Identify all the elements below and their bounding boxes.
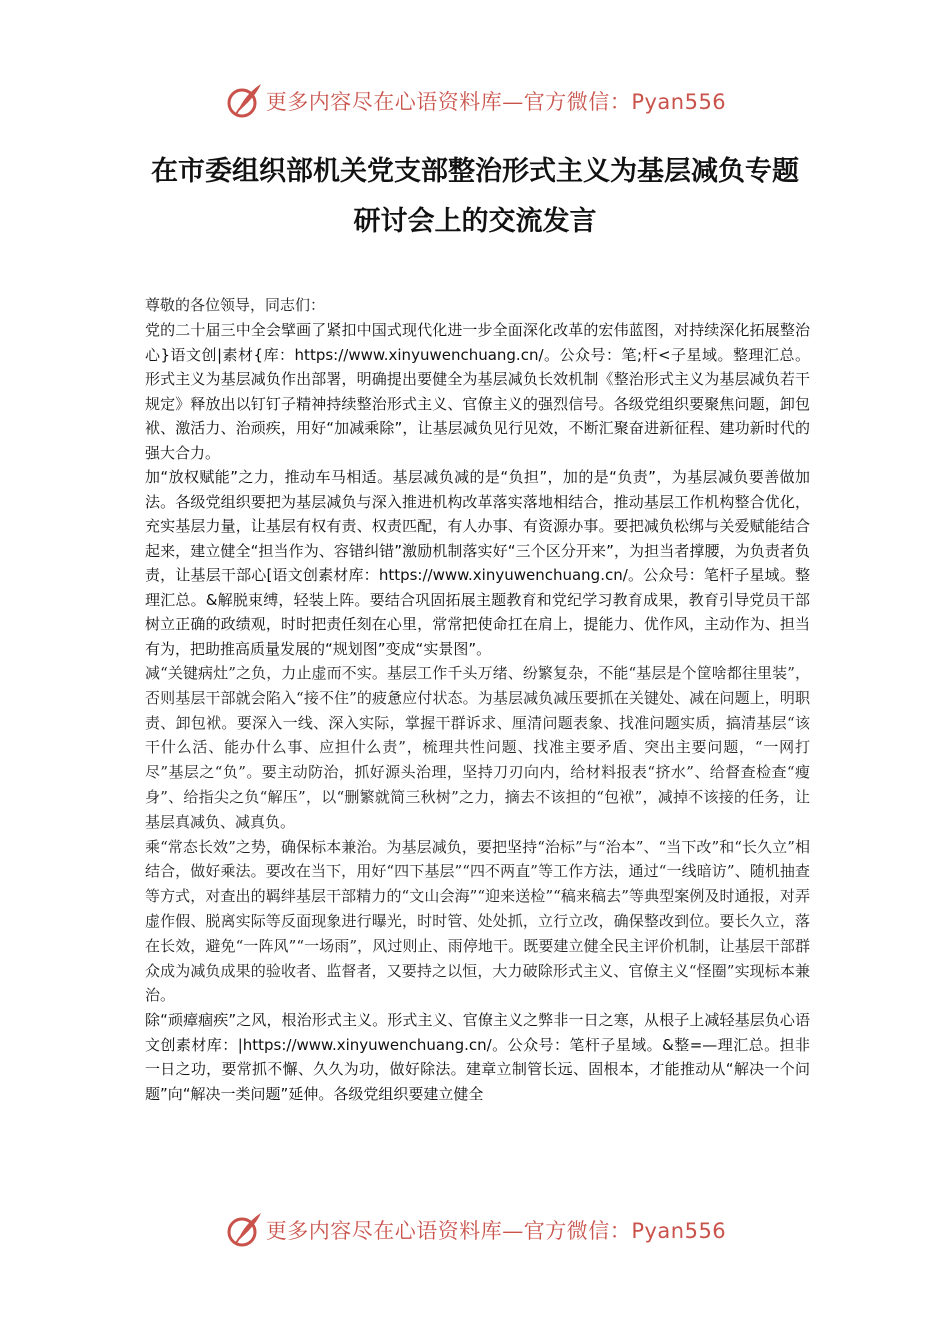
paragraph-multiplication: 乘“常态长效”之势，确保标本兼治。为基层减负，要把坚持“治标”与“治本”、“当下改”和“长久立”相结合，做好乘法。要改在当下，用好“四下基层”“四不两直”等工作方法，通过“一线暗访”、随机抽查等方式，对查出的羁绊基层干部精力的“文山会海”“迎来送检”“稿来稿去”等典型案例及时通报，对弄虚作假、脱离实际等反面现象进行曝光，时时管、处处抓，立行立改，确保整改到位。要长久立，落在长效，避免“一阵风”“一场雨”，风过则止、雨停地干。既要建立健全民主评价机制，让基层干部群众成为减负成果的验收者、监督者，又要持之以恒，大力破除形式主义、官僚主义“怪圈”实现标本兼治。 — [145, 837, 810, 1005]
quill-pen-circle-icon — [224, 1210, 264, 1250]
paragraph-division: 除“顽瘴痼疾”之风，根治形式主义。形式主义、官僚主义之弊非一日之寒，从根子上减轻基层负心语文创素材库：|https://www.xinyuwenchuang.cn/。公众号：笔杆子星域。&整=—理汇总。担非一日之功，要常抓不懈、久久为功，做好除法。建章立制管长远、固根本，才能推动从“解决一个问题”向“解决一类问题”延伸。各级党组织要建立健全 — [145, 1011, 810, 1103]
paragraph-subtraction: 减“关键病灶”之负，力止虚而不实。基层工作千头万绪、纷繁复杂，不能“基层是个筐啥都往里装”，否则基层干部就会陷入“接不住”的疲惫应付状态。为基层减负减压要抓在关键处、减在问题上，明职责、卸包袱。要深入一线、深入实际，掌握干群诉求、厘清问题表象、找准问题实质，搞清基层“该干什么活、能办什么事、应担什么责”，梳理共性问题、找准主要矛盾、突出主要问题，“一网打尽”基层之“负”。要主动防治，抓好源头治理，坚持刀刃向内，给材料报表“挤水”、给督查检查“瘦身”、给指尖之负“解压”，以“删繁就简三秋树”之力，摘去不该担的“包袱”，减掉不该接的任务，让基层真减负、减真负。 — [145, 664, 810, 831]
header-banner-label: 更多内容尽在心语资料库—官方微信： — [265, 90, 632, 114]
document-body — [145, 294, 810, 1106]
salutation: 尊敬的各位领导，同志们： — [145, 296, 326, 314]
header-wechat-id: Pyan556 — [631, 90, 727, 114]
header-banner — [0, 78, 950, 124]
footer-banner — [0, 1207, 950, 1253]
header-banner-text — [266, 86, 726, 116]
footer-banner-label: 更多内容尽在心语资料库—官方微信： — [265, 1219, 632, 1243]
quill-pen-circle-icon — [224, 81, 264, 121]
paragraph-addition: 加“放权赋能”之力，推动车马相适。基层减负减的是“负担”，加的是“负责”，为基层减负要善做加法。各级党组织要把为基层减负与深入推进机构改革落实落地相结合，推动基层工作机构整合优化，充实基层力量，让基层有权有责、权责匹配，有人办事、有资源办事。要把减负松绑与关爱赋能结合起来，建立健全“担当作为、容错纠错”激励机制落实好“三个区分开来”，为担当者撑腰，为负责者负责，让基层干部心[语文创素材库：https://www.xinyuwenchuang.cn/。公众号：笔杆子星域。整理汇总。&解脱束缚，轻装上阵。要结合巩固拓展主题教育和党纪学习教育成果，教育引导党员干部树立正确的政绩观，时时把责任刻在心里，常常把使命扛在肩上，提能力、优作风，主动作为、担当有为，把助推高质量发展的“规划图”变成“实景图”。 — [145, 468, 810, 658]
footer-banner-text — [266, 1215, 726, 1245]
paragraph-intro: 党的二十届三中全会擘画了紧扣中国式现代化进一步全面深化改革的宏伟蓝图，对持续深化拓展整治心}语文创|素材{库：https://www.xinyuwenchuang.cn/。公众号：笔;杆<子星域。整理汇总。形式主义为基层减负作出部署，明确提出要健全为基层减负长效机制《整治形式主义为基层减负若干规定》释放出以钉钉子精神持续整治形式主义、官僚主义的强烈信号。各级党组织要聚焦问题，卸包袱、激活力、治顽疾，用好“加减乘除”，让基层减负见行见效，不断汇聚奋进新征程、建功新时代的强大合力。 — [145, 321, 810, 462]
document-title: 在市委组织部机关党支部整治形式主义为基层减负专题研讨会上的交流发言 — [151, 156, 799, 237]
footer-wechat-id: Pyan556 — [631, 1219, 727, 1243]
